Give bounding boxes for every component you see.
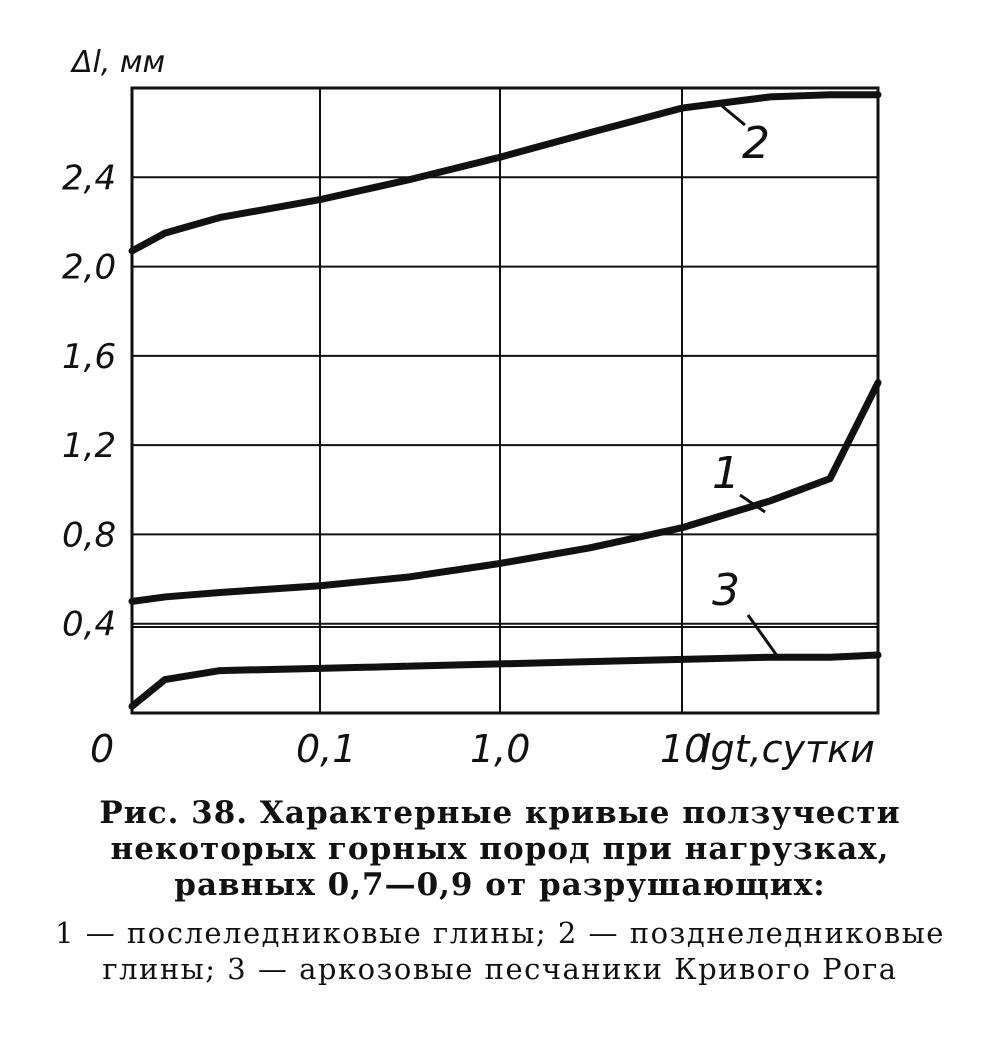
curve-label: 2 — [742, 118, 770, 169]
y-tick-label: 1,6 — [62, 336, 117, 377]
y-axis-ticks — [62, 158, 116, 644]
plot-border — [132, 88, 878, 713]
series-line-3 — [132, 655, 878, 706]
chart-grid — [132, 88, 878, 713]
x-tick-label: 1,0 — [470, 727, 531, 771]
y-tick-label: 0,4 — [62, 604, 117, 645]
series-curves — [132, 95, 878, 707]
plot-frame — [132, 88, 878, 713]
x-axis-label: lgt,сутки — [700, 727, 875, 771]
origin-tick-label: 0 — [90, 727, 115, 771]
y-tick-label: 2,4 — [62, 158, 117, 199]
y-tick-label: 2,0 — [62, 247, 117, 288]
curve-label: 3 — [712, 565, 740, 616]
y-tick-label: 1,2 — [62, 426, 117, 467]
curve-label-leader — [748, 615, 780, 660]
x-tick-label: 10 — [660, 727, 709, 771]
curve-label: 1 — [712, 448, 740, 499]
y-tick-label: 0,8 — [62, 515, 117, 556]
figure-caption-title: Рис. 38. Характерные кривые ползучести некоторых горных пород при нагрузках, равных 0,7—0,9 от разрушающих: — [99, 795, 901, 903]
x-axis-ticks — [90, 727, 708, 771]
y-axis-label: Δl, мм — [72, 45, 166, 80]
curve-number-labels — [712, 106, 780, 660]
x-tick-label: 0,1 — [296, 727, 357, 771]
curve-label-leader — [722, 106, 745, 125]
series-line-1 — [132, 383, 878, 602]
figure-caption-legend: 1 — послеледниковые глины; 2 — позднеледниковые глины; 3 — аркозовые песчаники Кривого Рога — [55, 916, 945, 986]
